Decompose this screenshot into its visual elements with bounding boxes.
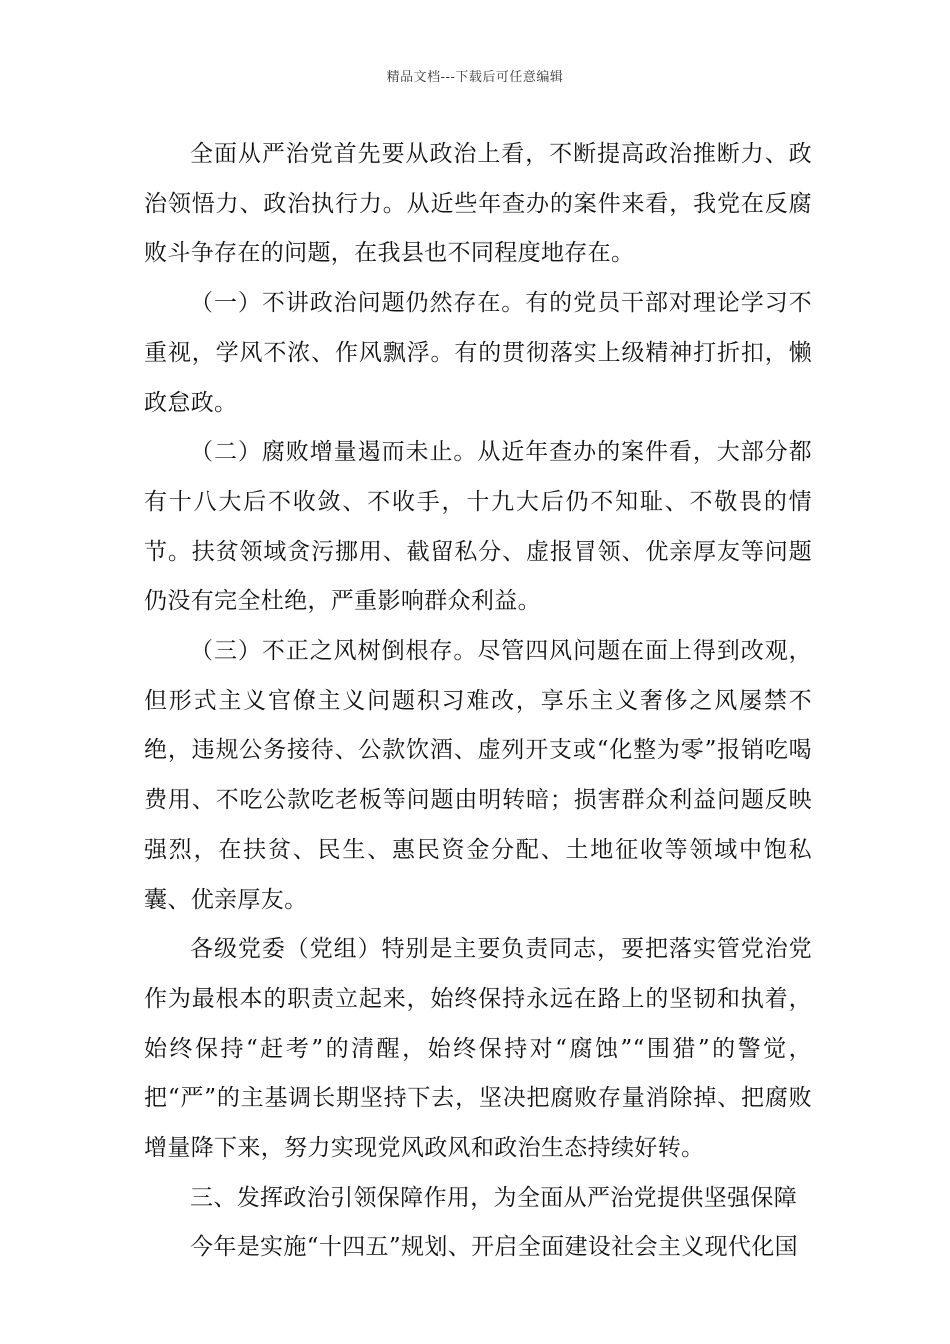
paragraph-party-committees: 各级党委（党组）特别是主要负责同志，要把落实管党治党作为最根本的职责立起来，始终保持永远在路上的坚韧和执着，始终保持“赶考”的清醒，始终保持对“腐蚀”“围猎”的警觉，把“严”的主基调长期坚持下去，坚决把腐败存量消除掉、把腐败增量降下来，努力实现党风政风和政治生态持续好转。 [144,936,812,1162]
document-body [144,130,812,1273]
paragraph-intro: 全面从严治党首先要从政治上看，不断提高政治推断力、政治领悟力、政治执行力。从近些年查办的案件来看，我党在反腐败斗争存在的问题，在我县也不同程度地存在。 [144,141,812,267]
paragraph-this-year: 今年是实施“十四五”规划、开启全面建设社会主义现代化国 [190,1234,798,1261]
paragraph-point-three: （三）不正之风树倒根存。尽管四风问题在面上得到改观，但形式主义官僚主义问题积习难改，享乐主义奢侈之风屡禁不绝，违规公务接待、公款饮酒、虚列开支或“化整为零”报销吃喝费用、不吃公款吃老板等问题由明转暗；损害群众利益问题反映强烈，在扶贫、民生、惠民资金分配、土地征收等领域中饱私囊、优亲厚友。 [144,638,812,913]
paragraph-point-one: （一）不讲政治问题仍然存在。有的党员干部对理论学习不重视，学风不浓、作风飘浮。有的贯彻落实上级精神打折扣，懒政怠政。 [144,290,812,416]
section-heading-three: 三、发挥政治引领保障作用，为全面从严治党提供坚强保障 [190,1184,798,1211]
paragraph-point-two: （二）腐败增量遏而未止。从近年查办的案件看，大部分都有十八大后不收敛、不收手，十九大后仍不知耻、不敬畏的情节。扶贫领域贪污挪用、截留私分、虚报冒领、优亲厚友等问题仍没有完全杜绝，严重影响群众利益。 [144,439,812,615]
page-header: 精品文档---下载后可任意编辑 [386,70,564,85]
